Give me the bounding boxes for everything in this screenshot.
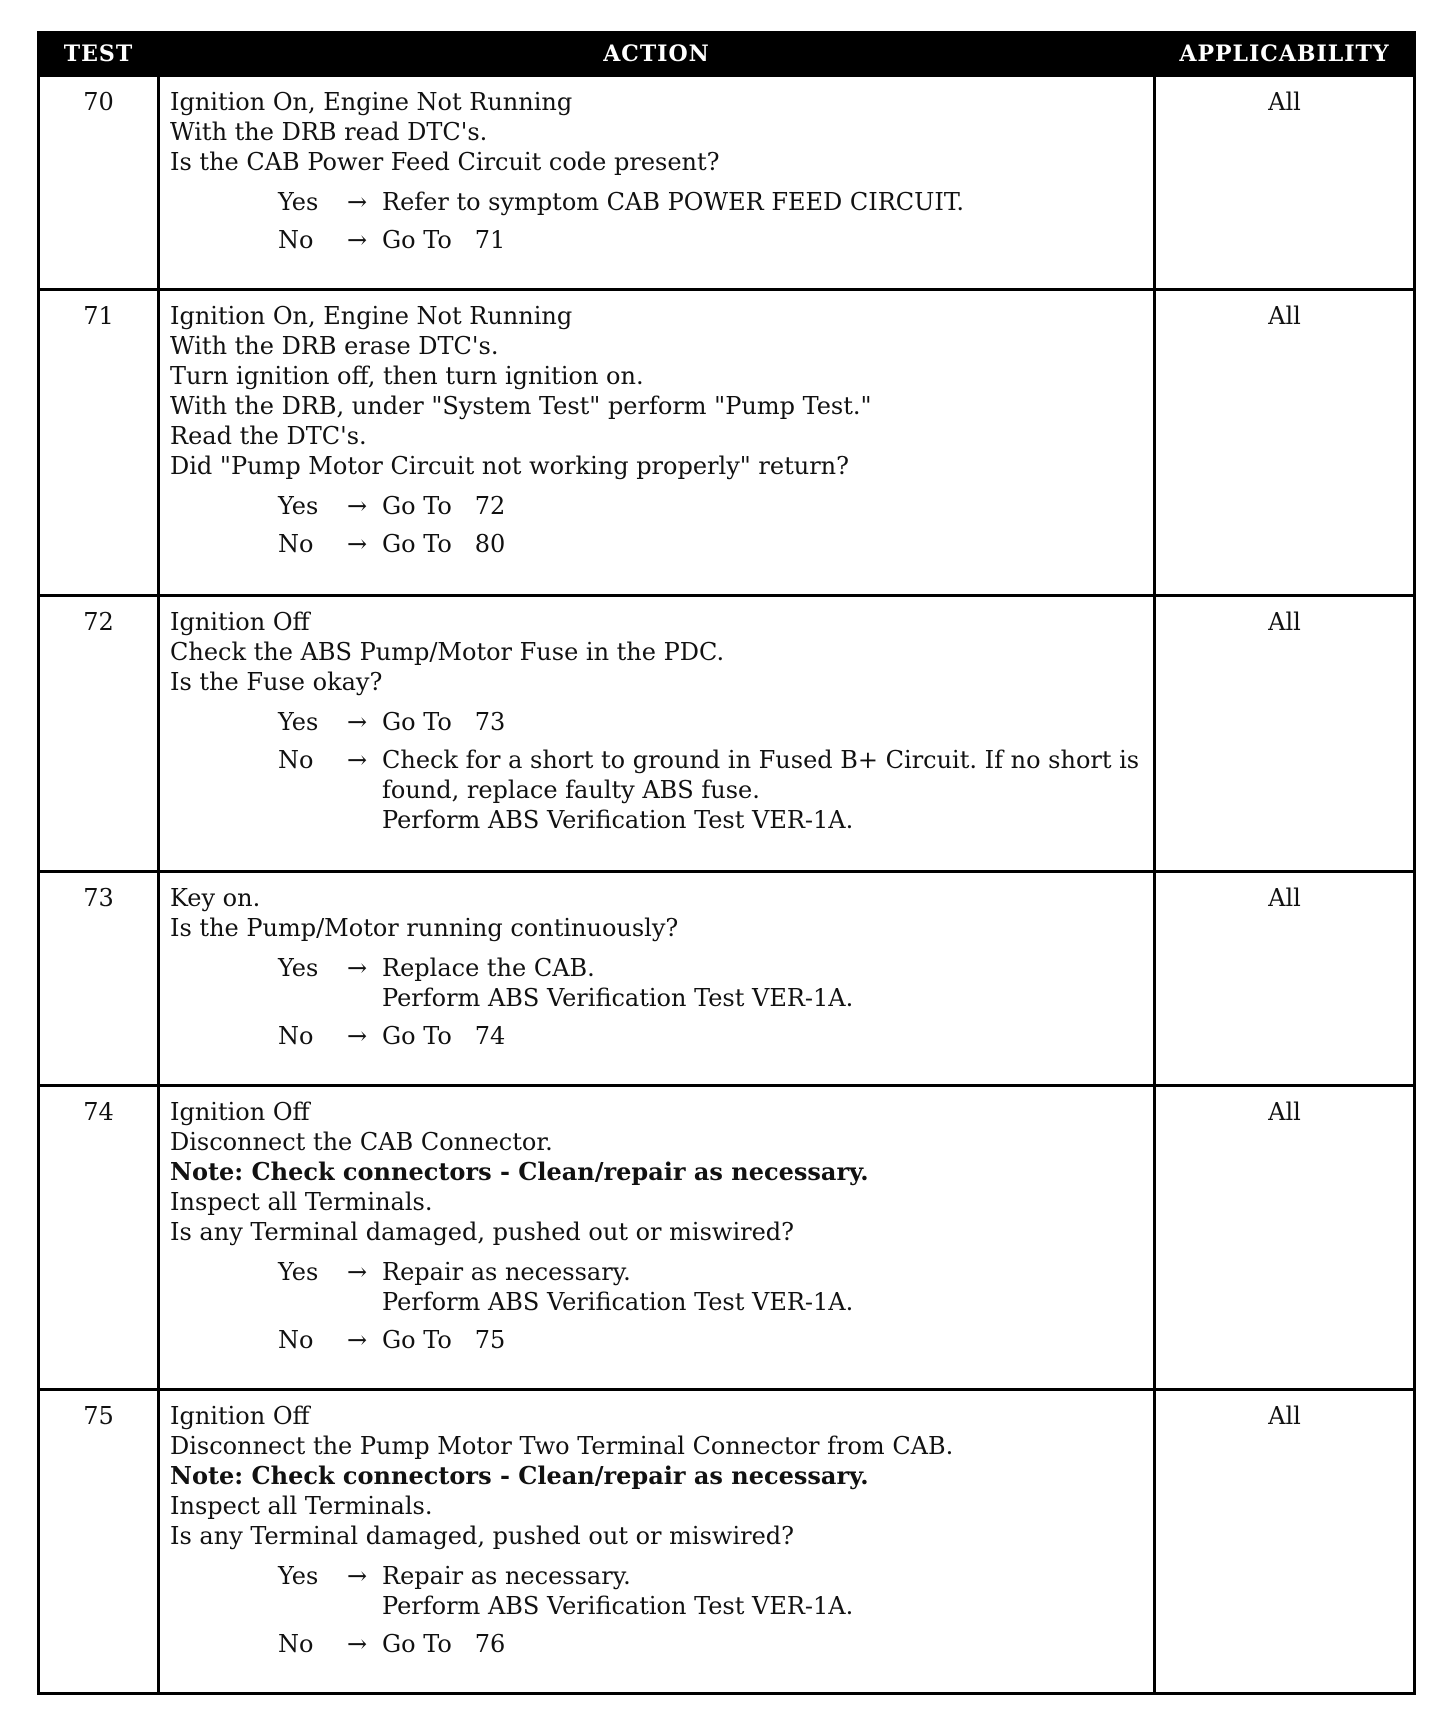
answer-result-line: Replace the CAB. <box>382 954 595 982</box>
answer-label: No <box>278 530 314 558</box>
right-arrow-icon: → <box>346 746 368 774</box>
answer-result-line: Go To 73 <box>382 708 506 736</box>
answer-result-line: Go To 76 <box>382 1630 506 1658</box>
answer-label: No <box>278 226 314 254</box>
applicability-cell: All <box>1155 76 1415 290</box>
answer-yes <box>278 707 1145 737</box>
answer-result <box>382 1325 1145 1355</box>
header-applicability: APPLICABILITY <box>1155 33 1415 76</box>
instruction-line: Inspect all Terminals. <box>170 1188 433 1216</box>
answer-label: No <box>278 1326 314 1354</box>
instruction-line: Read the DTC's. <box>170 422 367 450</box>
instruction-line: Ignition Off <box>170 1402 310 1430</box>
right-arrow-icon: → <box>346 1630 368 1658</box>
action-cell <box>159 1390 1155 1694</box>
answer-result <box>382 953 1145 1013</box>
answer-list <box>170 1561 1145 1659</box>
right-arrow-icon: → <box>346 188 368 216</box>
table-row <box>39 872 1415 1086</box>
instruction-line: With the DRB erase DTC's. <box>170 332 499 360</box>
answer-result <box>382 1021 1145 1051</box>
instruction-line: Is the CAB Power Feed Circuit code present? <box>170 148 720 176</box>
table-body <box>39 76 1415 1694</box>
answer-result <box>382 707 1145 737</box>
answer-result-line: Go To 72 <box>382 492 506 520</box>
applicability-cell: All <box>1155 1086 1415 1390</box>
note-line: Note: Check connectors - Clean/repair as necessary. <box>170 1157 869 1186</box>
answer-yes <box>278 1257 1145 1317</box>
table-row <box>39 76 1415 290</box>
test-number: 71 <box>39 290 159 596</box>
header-test: TEST <box>39 33 159 76</box>
answer-yes <box>278 953 1145 1013</box>
answer-result-line: Perform ABS Verification Test VER-1A. <box>382 1592 854 1620</box>
answer-result-line: Repair as necessary. <box>382 1258 631 1286</box>
answer-label: Yes <box>278 1562 319 1590</box>
right-arrow-icon: → <box>346 1326 368 1354</box>
answer-no <box>278 225 1145 255</box>
answer-result-line: Perform ABS Verification Test VER-1A. <box>382 806 854 834</box>
applicability-cell: All <box>1155 1390 1415 1694</box>
instruction-line: Turn ignition off, then turn ignition on. <box>170 362 644 390</box>
table-header <box>39 33 1415 76</box>
table-row <box>39 1086 1415 1390</box>
answer-label: Yes <box>278 1258 319 1286</box>
note-line: Note: Check connectors - Clean/repair as necessary. <box>170 1461 869 1490</box>
answer-result <box>382 745 1145 835</box>
answer-no <box>278 1629 1145 1659</box>
answer-list <box>170 187 1145 255</box>
diagnostic-procedure-table <box>37 31 1416 1695</box>
right-arrow-icon: → <box>346 1022 368 1050</box>
answer-result-line: Perform ABS Verification Test VER-1A. <box>382 984 854 1012</box>
answer-list <box>170 953 1145 1051</box>
answer-label: Yes <box>278 954 319 982</box>
instruction-line: Is the Fuse okay? <box>170 668 383 696</box>
test-number: 74 <box>39 1086 159 1390</box>
test-number: 70 <box>39 76 159 290</box>
answer-result <box>382 1561 1145 1621</box>
answer-list <box>170 1257 1145 1355</box>
answer-yes <box>278 1561 1145 1621</box>
instruction-line: Disconnect the Pump Motor Two Terminal Connector from CAB. <box>170 1432 954 1460</box>
action-cell <box>159 1086 1155 1390</box>
instruction-line: Is any Terminal damaged, pushed out or miswired? <box>170 1218 795 1246</box>
answer-label: No <box>278 746 314 774</box>
answer-list <box>170 491 1145 559</box>
instruction-line: Check the ABS Pump/Motor Fuse in the PDC. <box>170 638 725 666</box>
test-number: 75 <box>39 1390 159 1694</box>
answer-result-line: Refer to symptom CAB POWER FEED CIRCUIT. <box>382 188 964 216</box>
instruction-line: Ignition Off <box>170 1098 310 1126</box>
instruction-line: Is any Terminal damaged, pushed out or miswired? <box>170 1522 795 1550</box>
action-cell <box>159 872 1155 1086</box>
answer-result <box>382 187 1145 217</box>
table-row <box>39 596 1415 872</box>
instruction-line: Ignition Off <box>170 608 310 636</box>
right-arrow-icon: → <box>346 226 368 254</box>
right-arrow-icon: → <box>346 530 368 558</box>
header-action: ACTION <box>159 33 1155 76</box>
answer-yes <box>278 491 1145 521</box>
right-arrow-icon: → <box>346 1562 368 1590</box>
answer-result-line: Go To 74 <box>382 1022 506 1050</box>
instruction-line: With the DRB, under "System Test" perform "Pump Test." <box>170 392 872 420</box>
table-row <box>39 1390 1415 1694</box>
action-cell <box>159 596 1155 872</box>
table-row <box>39 290 1415 596</box>
answer-result <box>382 1629 1145 1659</box>
answer-result-line: Repair as necessary. <box>382 1562 631 1590</box>
answer-label: Yes <box>278 708 319 736</box>
diagnostic-procedure-table-wrapper <box>37 31 1413 1695</box>
answer-label: No <box>278 1630 314 1658</box>
action-cell <box>159 290 1155 596</box>
instruction-line: With the DRB read DTC's. <box>170 118 488 146</box>
applicability-cell: All <box>1155 872 1415 1086</box>
answer-result-line: found, replace faulty ABS fuse. <box>382 776 760 804</box>
test-number: 73 <box>39 872 159 1086</box>
answer-result <box>382 529 1145 559</box>
answer-result-line: Go To 80 <box>382 530 506 558</box>
right-arrow-icon: → <box>346 708 368 736</box>
instruction-line: Disconnect the CAB Connector. <box>170 1128 553 1156</box>
instruction-line: Did "Pump Motor Circuit not working properly" return? <box>170 452 849 480</box>
right-arrow-icon: → <box>346 954 368 982</box>
instruction-line: Is the Pump/Motor running continuously? <box>170 914 679 942</box>
answer-no <box>278 529 1145 559</box>
test-number: 72 <box>39 596 159 872</box>
instruction-line: Key on. <box>170 884 261 912</box>
answer-label: No <box>278 1022 314 1050</box>
right-arrow-icon: → <box>346 1258 368 1286</box>
instruction-line: Ignition On, Engine Not Running <box>170 88 573 116</box>
answer-result-line: Check for a short to ground in Fused B+ Circuit. If no short is <box>382 746 1140 774</box>
answer-no <box>278 1325 1145 1355</box>
action-cell <box>159 76 1155 290</box>
answer-result-line: Go To 71 <box>382 226 506 254</box>
answer-no <box>278 1021 1145 1051</box>
instruction-line: Ignition On, Engine Not Running <box>170 302 573 330</box>
answer-result-line: Perform ABS Verification Test VER-1A. <box>382 1288 854 1316</box>
applicability-cell: All <box>1155 596 1415 872</box>
instruction-line: Inspect all Terminals. <box>170 1492 433 1520</box>
answer-result <box>382 491 1145 521</box>
answer-yes <box>278 187 1145 217</box>
right-arrow-icon: → <box>346 492 368 520</box>
answer-list <box>170 707 1145 835</box>
answer-label: Yes <box>278 188 319 216</box>
answer-label: Yes <box>278 492 319 520</box>
answer-no <box>278 745 1145 835</box>
answer-result-line: Go To 75 <box>382 1326 506 1354</box>
applicability-cell: All <box>1155 290 1415 596</box>
answer-result <box>382 225 1145 255</box>
answer-result <box>382 1257 1145 1317</box>
